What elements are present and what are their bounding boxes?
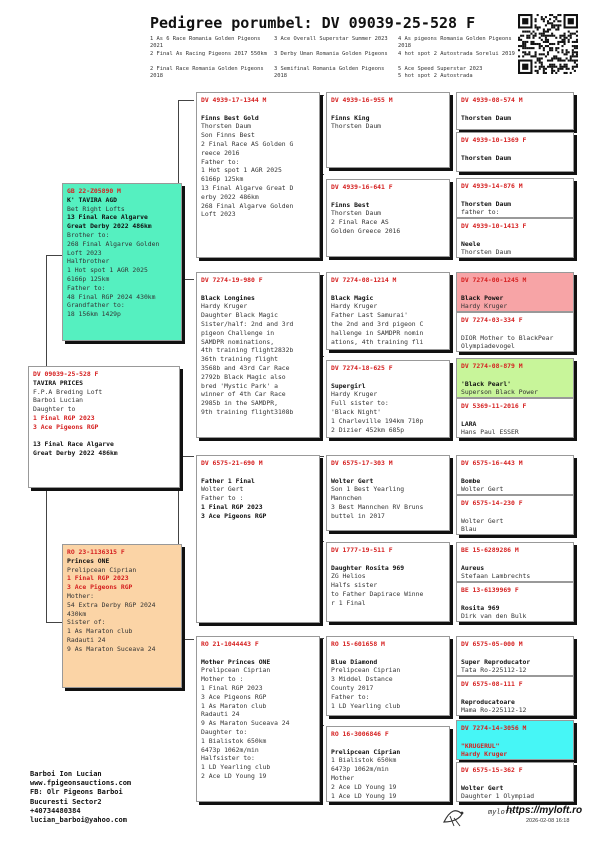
info-line: Daughter to [33, 405, 76, 414]
info-line: Full sister to: [331, 399, 389, 408]
great-grandparent-card[interactable] [326, 92, 450, 168]
info-line: 48 Final RGP 2024 430km [67, 292, 156, 301]
ancestor-card[interactable] [456, 398, 574, 438]
pigeon-name: Wolter Gert [331, 476, 374, 485]
info-line: 2792b Black Magic also [201, 372, 286, 381]
ring-number: DV 6575-05-000 M [461, 640, 523, 648]
pigeon-name: Thorsten Daum [461, 153, 512, 162]
info-line: Halfbrother [67, 257, 110, 266]
pigeon-name: Black Power [461, 293, 504, 302]
ancestor-card[interactable] [456, 92, 574, 130]
info-line: Mother [331, 773, 355, 782]
info-line: Father Last Samurai' [331, 311, 408, 320]
subject-card[interactable] [28, 366, 180, 488]
info-line: 3568b and 43rd Car Race [201, 363, 290, 372]
ancestor-card[interactable] [456, 132, 574, 172]
pigeon-name: LARA [461, 419, 477, 428]
pigeon-name: 'Black Pearl' [461, 379, 512, 388]
info-line: 2 Ace LD Young 19 [331, 782, 397, 791]
info-line: 1 LD Yearling club [331, 701, 401, 710]
info-line: buttel in 2017 [331, 511, 385, 520]
info-line: Golden Greece 2016 [331, 226, 401, 235]
breeder-line: Bet Right Lofts [67, 204, 125, 213]
info-line: 13 Final Algarve Great D [201, 183, 294, 192]
ring-number: BE 15-6289286 M [461, 546, 519, 554]
sire-card[interactable] [62, 183, 182, 341]
grandparent-card[interactable] [196, 455, 320, 623]
info-line: 6166p 125km [67, 274, 110, 283]
ring-number: DV 5369-11-2016 F [461, 402, 527, 410]
grandparent-card[interactable] [196, 92, 320, 258]
ancestor-card[interactable] [456, 762, 574, 802]
phone: +40734480384 [30, 806, 81, 815]
great-grandparent-card[interactable] [326, 179, 450, 257]
result-line: 3 Ace Pigeons RGP [201, 511, 267, 520]
info-line: Father to : [201, 494, 244, 503]
ring-number: RO 15-601658 M [331, 640, 385, 648]
owner-line: Barboi Lucian [33, 396, 84, 405]
ring-number: RO 21-1044443 F [201, 640, 259, 648]
details [201, 122, 315, 219]
result-line: 13 Final Race Algarve [67, 213, 148, 222]
info-line: 1 As Maraton club [201, 701, 267, 710]
pigeon-name: Reproducatoare [461, 697, 515, 706]
ring-number: DV 6575-16-443 M [461, 459, 523, 467]
great-grandparent-card[interactable] [326, 726, 450, 802]
info-line: 4th training flight2832b [201, 346, 294, 355]
highlight-line: 1 Final RGP 2023 [67, 574, 129, 583]
info-line: 18 156km 1429p [67, 310, 121, 319]
info-line: Radauti 24 [67, 635, 106, 644]
myloft-logo-icon [440, 804, 486, 830]
breeder-name: Barboi Ion Lucian [30, 770, 102, 778]
info-line: 3 Middel Dstance [331, 675, 393, 684]
info-line: Wolter Gert [461, 516, 504, 525]
info-line: Hans Paul ESSER [461, 428, 519, 437]
spacer-line [461, 733, 569, 742]
info-line: 1 Ace LD Young 19 [331, 791, 397, 800]
info-line: Brother to: [67, 230, 110, 239]
ring-number: GB 22-Z05890 M [67, 187, 121, 195]
info-line: Loft 2023 [201, 210, 236, 219]
info-line: Father to: [331, 692, 370, 701]
breeder-contact [30, 770, 131, 825]
ring-number: DV 6575-17-303 M [331, 459, 393, 467]
spacer-line [33, 432, 175, 441]
info-line: Blau [461, 525, 477, 534]
brand-name: myloft [488, 808, 514, 816]
spacer-line [461, 508, 569, 517]
spacer-line [331, 649, 445, 658]
info-line: Tata Ro-225112-12 [461, 666, 527, 675]
result-line: 1 Final RGP 2023 [201, 502, 263, 511]
ring-number: DV 4939-16-641 F [331, 183, 393, 191]
pigeon-name: Father 1 Final [201, 476, 255, 485]
pigeon-name: Mother Princes ONE [201, 657, 271, 666]
page-title: Pedigree porumbel: DV 09039-25-528 F [150, 14, 476, 32]
ring-number: RO 23-1136315 F [67, 548, 125, 556]
info-line: 430km [67, 609, 87, 618]
ancestor-card[interactable] [456, 272, 574, 312]
info-line: bred 'Mystic Park' a [201, 381, 278, 390]
breeder-line: F.P.A Breding Loft [33, 387, 103, 396]
info-line: Halfs sister [331, 581, 378, 590]
info-line: 2 Ace LD Young 19 [201, 771, 267, 780]
info-line: Son 1 Best Yearling [331, 485, 405, 494]
ring-number: DV 4939-08-574 M [461, 96, 523, 104]
spacer-line [201, 285, 315, 294]
info-line: Thorsten Daum [331, 209, 382, 218]
info-line: Mother to : [201, 675, 244, 684]
details [67, 231, 177, 319]
pigeon-name: Super Reproducator [461, 657, 531, 666]
ring-number: DV 6575-21-690 M [201, 459, 263, 467]
info-line: Father to: [201, 157, 240, 166]
pigeon-name: TAVIRA PRICES [33, 378, 84, 387]
ancestor-card[interactable] [456, 582, 574, 622]
qr-code-icon [518, 14, 578, 74]
great-grandparent-card[interactable] [326, 636, 450, 716]
info-line: 6473p 1062m/min [331, 765, 389, 774]
pigeon-name: Princes ONE [67, 556, 110, 565]
address: Bucuresti Sector2 [30, 797, 102, 806]
ring-number: DV 7274-03-334 F [461, 316, 523, 324]
pigeon-name: Thorsten Daum [461, 113, 512, 122]
info-line: 9th training flight3108b [201, 407, 294, 416]
info-line: the 2nd and 3rd pigeon C [331, 319, 424, 328]
achievement-item: 4 As pigeons Romania Golden Pigeons 2018 [398, 36, 512, 50]
ancestor-card[interactable] [456, 218, 574, 258]
website-link[interactable]: www.fpigeonsauctions.com [30, 779, 132, 788]
ancestor-card[interactable] [456, 178, 574, 218]
ring-number: DV 6575-15-362 F [461, 766, 523, 774]
ring-number: DV 4939-17-1344 M [201, 96, 267, 104]
info-line: 1 Bialistok 650km [201, 736, 267, 745]
breeder-line: Wolter Gert [201, 485, 244, 494]
spacer-line [331, 192, 445, 201]
pigeon-name: Thorsten Daum [461, 199, 512, 208]
info-line: Daughter to: [201, 727, 248, 736]
achievement-item: 5 hot spot 2 Autostrada [398, 73, 473, 80]
spacer-line [461, 555, 569, 564]
spacer-line [461, 191, 569, 200]
ancestor-card[interactable] [456, 495, 574, 535]
info-line: Mannchen [331, 494, 362, 503]
result-line: 13 Final Race Algarve [33, 440, 114, 449]
ring-number: DV 7274-08-879 M [461, 362, 523, 370]
timestamp: 2026-02-08 16:18 [526, 818, 570, 824]
info-line: Hardy Kruger [461, 302, 508, 311]
pigeon-name: Rosita 969 [461, 603, 500, 612]
ring-number: DV 4939-10-1369 F [461, 136, 527, 144]
spacer-line [331, 105, 445, 114]
ring-number: DV 1777-19-511 F [331, 546, 393, 554]
info-line: ZG Helios [331, 572, 366, 581]
info-line: Stefaan Lambrechts [461, 572, 531, 581]
spacer-line [461, 689, 569, 698]
info-line: pigeon Challenge in [201, 328, 275, 337]
info-line: Son Finns Best [201, 131, 255, 140]
spacer-line [461, 371, 569, 380]
ancestor-card[interactable] [456, 676, 574, 716]
spacer-line [461, 285, 569, 294]
spacer-line [201, 468, 315, 477]
info-line: winner of 4th Car Race [201, 390, 286, 399]
info-line: 1 Bialistok 650km [331, 756, 397, 765]
spacer-line [201, 105, 315, 114]
email-link[interactable]: lucian_barboi@yahoo.com [30, 816, 127, 825]
ring-number: DV 4939-14-876 M [461, 182, 523, 190]
info-line: Prelipcean Ciprian [331, 666, 401, 675]
spacer-line [331, 285, 445, 294]
ring-number: DV 6575-14-230 F [461, 499, 523, 507]
info-line: Dirk van den Bulk [461, 612, 527, 621]
pigeon-name: Black Magic [331, 293, 374, 302]
details [201, 666, 315, 780]
highlight-line: 3 Ace Pigeons RGP [33, 422, 99, 431]
pigeon-name: Finns Best [331, 200, 370, 209]
info-line: 268 Final Algarve Golden [67, 239, 160, 248]
info-line: Hardy Kruger [331, 302, 378, 311]
great-grandparent-card[interactable] [326, 455, 450, 531]
spacer-line [461, 231, 569, 240]
ancestor-card[interactable] [456, 542, 574, 582]
ancestor-card[interactable] [456, 358, 574, 398]
achievement-item: 2 Final As Racing Pigeons 2017 550km [150, 51, 267, 57]
info-line: 2 Dizier 452km 685p [331, 425, 405, 434]
info-line: 3 Best Mannchen RV Bruns [331, 502, 424, 511]
info-line: Thorsten Daum [461, 248, 512, 257]
info-line: 1 Hot spot 1 AGR 2025 [67, 266, 148, 275]
info-line: Halfsister to: [201, 754, 255, 763]
great-grandparent-card[interactable] [326, 272, 450, 350]
pigeon-name: Aureus [461, 563, 485, 572]
spacer-line [461, 775, 569, 784]
info-line: reece 2016 [201, 148, 240, 157]
spacer-line [331, 739, 445, 748]
spacer-line [461, 105, 569, 114]
info-line: 1 LD Yearling club [201, 763, 271, 772]
pigeon-name: K' TAVIRA AGD [67, 195, 118, 204]
info-line: Superson Black Power [461, 388, 538, 397]
pigeon-name: Neele [461, 239, 481, 248]
grandparent-card[interactable] [196, 272, 320, 438]
pigeon-name: Daughter Rosita 969 [331, 563, 405, 572]
info-line: Radauti 24 [201, 710, 240, 719]
info-line: Father to: [67, 283, 106, 292]
achievements-list [150, 36, 515, 86]
info-line: 6166p 125km [201, 175, 244, 184]
info-line: 'Black Night' [331, 407, 382, 416]
great-grandparent-card[interactable] [326, 542, 450, 622]
ring-number: DV 7274-14-3056 M [461, 724, 527, 732]
ring-number: DV 7274-18-625 F [331, 364, 393, 372]
info-line: 1 As Maraton club [67, 627, 133, 636]
pigeon-name: Finns King [331, 113, 370, 122]
spacer-line [461, 468, 569, 477]
ancestor-card[interactable] [456, 720, 574, 760]
info-line: 1 Final RGP 2023 [201, 683, 263, 692]
highlight-line: 3 Ace Pigeons RGP [67, 583, 133, 592]
achievement-item: 5 Ace Speed Superstar 2023 [398, 66, 483, 72]
pigeon-name: Black Longines [201, 293, 255, 302]
info-line: Grandfather to: [67, 301, 125, 310]
info-line: to Father Dapirace Winne [331, 589, 424, 598]
spacer-line [461, 145, 569, 154]
info-line: County 2017 [331, 683, 374, 692]
info-line: 36th training flight [201, 355, 278, 364]
info-line: 6473p 1062m/min [201, 745, 259, 754]
highlight-line: Hardy Kruger [461, 750, 508, 759]
ring-number: RO 16-3006846 F [331, 730, 389, 738]
info-line: Sister/half: 2nd and 3rd [201, 319, 294, 328]
achievement-item: 4 hot spot 2 Autostrada Sorelui 2019 [398, 51, 515, 57]
ring-number: DV 4939-10-1413 F [461, 222, 527, 230]
details [67, 592, 177, 654]
ring-number: BE 13-6139969 F [461, 586, 519, 594]
result-line: Great Derby 2022 486km [33, 449, 118, 458]
info-line: 2985b in the SAMDPR, [201, 399, 278, 408]
spacer-line [201, 649, 315, 658]
info-line: Mother: [67, 591, 94, 600]
dam-card[interactable] [62, 544, 182, 688]
ancestor-card[interactable] [456, 455, 574, 495]
facebook-link[interactable]: FB: Olr Pigeons Barboi [30, 788, 123, 797]
info-line: 9 As Maraton Suceava 24 [67, 644, 156, 653]
achievement-item: 2 Final Race Romania Golden Pigeons 2018 [150, 66, 264, 80]
great-grandparent-card[interactable] [326, 360, 450, 438]
spacer-line [461, 411, 569, 420]
info-line: Mama Ro-225112-12 [461, 706, 527, 715]
info-line: Wolter Gert [461, 485, 504, 494]
achievement-item: 1 As 6 Race Romania Golden Pigeons 2021 [150, 36, 261, 50]
info-line: ations, 4th training fli [331, 337, 424, 346]
info-line: Daughter Black Magic [201, 311, 278, 320]
breeder-line: Prelipcean Ciprian [67, 565, 137, 574]
ring-number: DV 7274-00-1245 M [461, 276, 527, 284]
info-line: Olympiadevogel [461, 342, 515, 351]
info-line: 268 Final Algarve Golden [201, 201, 294, 210]
spacer-line [461, 649, 569, 658]
info-line: Hardy Kruger [201, 302, 248, 311]
info-line: 2 Final Race AS [331, 218, 389, 227]
info-line: Daughter 1 Olympiad [461, 792, 535, 801]
ring-number: DV 09039-25-528 F [33, 370, 99, 378]
spacer-line [461, 595, 569, 604]
info-line: Hardy Kruger [331, 390, 378, 399]
info-line: SAMDPR nominations, [201, 337, 275, 346]
info-line: Thorsten Daum [331, 122, 382, 131]
achievement-item: 3 Ace Overall Superstar Summer 2023 [274, 36, 388, 42]
pigeon-name: Finns Best Gold [201, 113, 259, 122]
info-line: 54 Extra Derby RGP 2024 [67, 600, 156, 609]
ring-number: DV 6575-08-111 F [461, 680, 523, 688]
achievement-item: 3 Semifinal Romania Golden Pigeons 2018 [274, 66, 385, 80]
pigeon-name: Wolter Gert [461, 783, 504, 792]
spacer-line [331, 468, 445, 477]
info-line: 3 Ace Pigeons RGP [201, 692, 267, 701]
info-line: r 1 Final [331, 598, 366, 607]
info-line: 2 Final Race AS Golden G [201, 139, 294, 148]
info-line: 1 Hot spot 1 AGR 2025 [201, 166, 282, 175]
spacer-line [331, 555, 445, 564]
ancestor-card[interactable] [456, 636, 574, 676]
pigeon-name: Supergirl [331, 381, 366, 390]
info-line: DIOR Mother to BlackPear [461, 333, 554, 342]
info-line: Sister of: [67, 618, 106, 627]
ancestor-card[interactable] [456, 312, 574, 352]
info-line: erby 2022 486km [201, 192, 259, 201]
site-link[interactable]: https://myloft.ro [506, 805, 583, 816]
info-line: Thorsten Daum [201, 122, 252, 131]
ring-number: DV 7274-08-1214 M [331, 276, 397, 284]
spacer-line [461, 325, 569, 334]
highlight-line: 1 Final RGP 2023 [33, 413, 95, 422]
achievement-item: 3 Derby Uman Romania Golden Pigeons [274, 51, 388, 57]
ring-number: DV 7274-19-980 F [201, 276, 263, 284]
info-line: father to: [461, 208, 500, 217]
pigeon-name: Bombe [461, 476, 481, 485]
result-line: Great Derby 2022 486km [67, 222, 152, 231]
info-line: Loft 2023 [67, 248, 102, 257]
info-line: 1 Charleville 194km 710p [331, 416, 424, 425]
details [201, 302, 315, 416]
ring-number: DV 4939-16-955 M [331, 96, 393, 104]
pigeon-name: Blue Diamond [331, 657, 378, 666]
grandparent-card[interactable] [196, 636, 320, 802]
pigeon-name: Prelipcean Ciprian [331, 747, 401, 756]
info-line: 9 As Maraton Suceava 24 [201, 719, 290, 728]
info-line: hallenge in SAMDPR nomin [331, 328, 424, 337]
info-line: Prelipcean Ciprian [201, 666, 271, 675]
spacer-line [331, 373, 445, 382]
highlight-line: "KRUGERUL" [461, 741, 500, 750]
